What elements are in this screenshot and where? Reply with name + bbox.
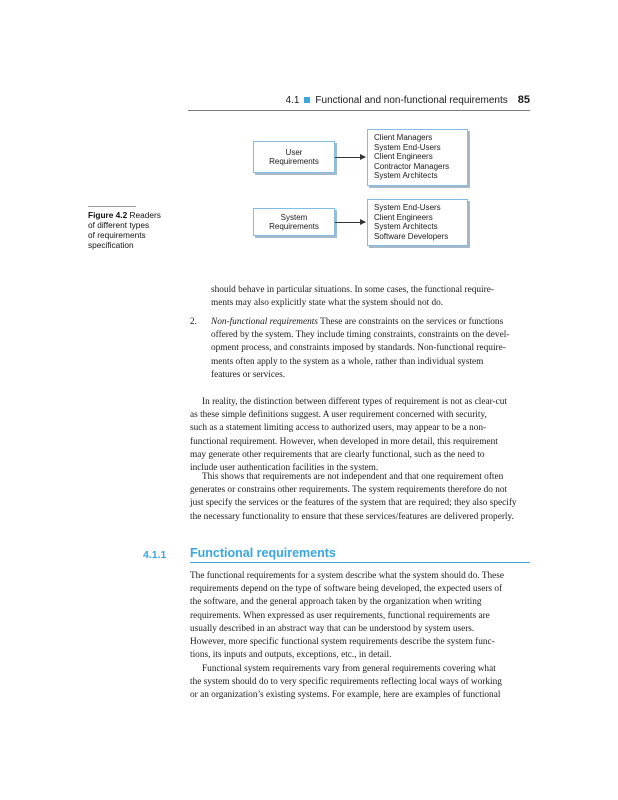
text-line: the system should do to very specific requirements reflecting local ways of working — [190, 677, 502, 688]
paragraph-4 — [190, 663, 530, 703]
item2-lead: Non-functional requirements — [211, 317, 318, 327]
text-line: This shows that requirements are not independent and that one requirement often — [202, 472, 504, 482]
text-line: requirements. When expressed as user requirements, functional requirements are — [190, 610, 490, 621]
reader-item: System Architects — [374, 222, 438, 231]
text-line: Functional system requirements vary from general requirements covering what — [202, 664, 496, 674]
caption-rule — [88, 206, 136, 207]
caption-text: of different types — [88, 220, 150, 230]
text-line: as these simple definitions suggest. A user requirement concerned with security, — [190, 410, 487, 421]
text-line: should behave in particular situations. In some cases, the functional require- — [211, 285, 494, 295]
caption-text: specification — [88, 240, 134, 250]
box-line: User — [285, 147, 303, 157]
section-number: 4.1.1 — [143, 549, 167, 561]
text-line: However, more specific functional system requirements describe the system func- — [190, 637, 495, 648]
paragraph-2 — [190, 471, 530, 524]
text-line: requirements depend on the type of software being developed, the expected users of — [190, 584, 503, 595]
text-line: ments often apply to the system as a whole, rather than individual system — [211, 356, 484, 367]
header-title: Functional and non-functional requirements — [315, 95, 508, 106]
reader-item: System End-Users — [374, 142, 441, 152]
text-line: generates or constrains other requirements. The system requirements therefore do not — [190, 485, 508, 496]
caption-text: Readers — [127, 210, 161, 220]
system-readers-box — [367, 199, 468, 246]
figure-caption — [88, 210, 188, 250]
header-square-icon — [304, 97, 310, 103]
arrow-user-to-readers — [335, 157, 365, 158]
reader-item: System Architects — [374, 171, 438, 180]
item2-number: 2. — [190, 317, 197, 327]
text-line: The functional requirements for a system describe what the system should do. These — [190, 571, 505, 581]
text-line: These are constraints on the services or functions — [318, 317, 504, 327]
user-readers-box — [367, 129, 468, 186]
caption-text: of requirements — [88, 230, 146, 240]
text-line: the software, and the general approach taken by the organization when writing — [190, 597, 482, 608]
reader-item: Software Developers — [374, 231, 449, 241]
reader-item: Client Engineers — [374, 212, 433, 222]
reader-item: Client Engineers — [374, 152, 433, 161]
system-requirements-box — [253, 208, 335, 236]
text-line: ments may also explicitly state what the system should not do. — [211, 298, 444, 309]
box-line: Requirements — [269, 157, 319, 166]
text-line: offered by the system. They include timing constraints, constraints on the devel- — [211, 330, 510, 341]
section-title: Functional requirements — [190, 546, 336, 560]
text-line: In reality, the distinction between different types of requirement is not as clear-cut — [202, 397, 507, 407]
text-line: may generate other requirements that are clearly functional, such as the need to — [190, 449, 485, 460]
page-number: 85 — [517, 94, 530, 106]
paragraph-3 — [190, 570, 530, 662]
text-line: tions, its inputs and outputs, exceptions, etc., in detail. — [190, 650, 392, 661]
text-line: such as a statement limiting access to authorized users, may appear to be a non- — [190, 423, 487, 434]
text-line: or an organization’s existing systems. For example, here are examples of functional — [190, 690, 501, 701]
item1-continuation — [211, 284, 530, 310]
text-line: the necessary functionality to ensure that these services/features are delivered properly. — [190, 511, 514, 522]
text-line: opment process, and constraints imposed by standards. Non-functional require- — [211, 343, 506, 354]
reader-item: Client Managers — [374, 133, 433, 142]
reader-item: System End-Users — [374, 203, 441, 212]
reader-item: Contractor Managers — [374, 161, 450, 171]
header-section-number: 4.1 — [285, 95, 300, 106]
text-line: just specify the services or the features of the system that are required; they also specify — [190, 498, 517, 509]
box-line: Requirements — [269, 222, 319, 231]
header-rule — [188, 110, 530, 111]
user-requirements-box — [253, 141, 335, 173]
text-line: functional requirement. However, when developed in more detail, this requirement — [190, 436, 498, 447]
section-rule — [190, 562, 530, 563]
box-line: System — [280, 212, 308, 222]
text-line: usually described in an abstract way that can be understood by system users. — [190, 623, 475, 634]
arrow-system-to-readers — [335, 222, 365, 223]
paragraph-1 — [190, 396, 530, 475]
text-line: include user authentication facilities in the system. — [190, 463, 379, 474]
text-line: features or services. — [211, 369, 286, 380]
running-header — [188, 94, 530, 110]
item2-text — [211, 316, 530, 382]
caption-label: Figure 4.2 — [88, 210, 128, 220]
